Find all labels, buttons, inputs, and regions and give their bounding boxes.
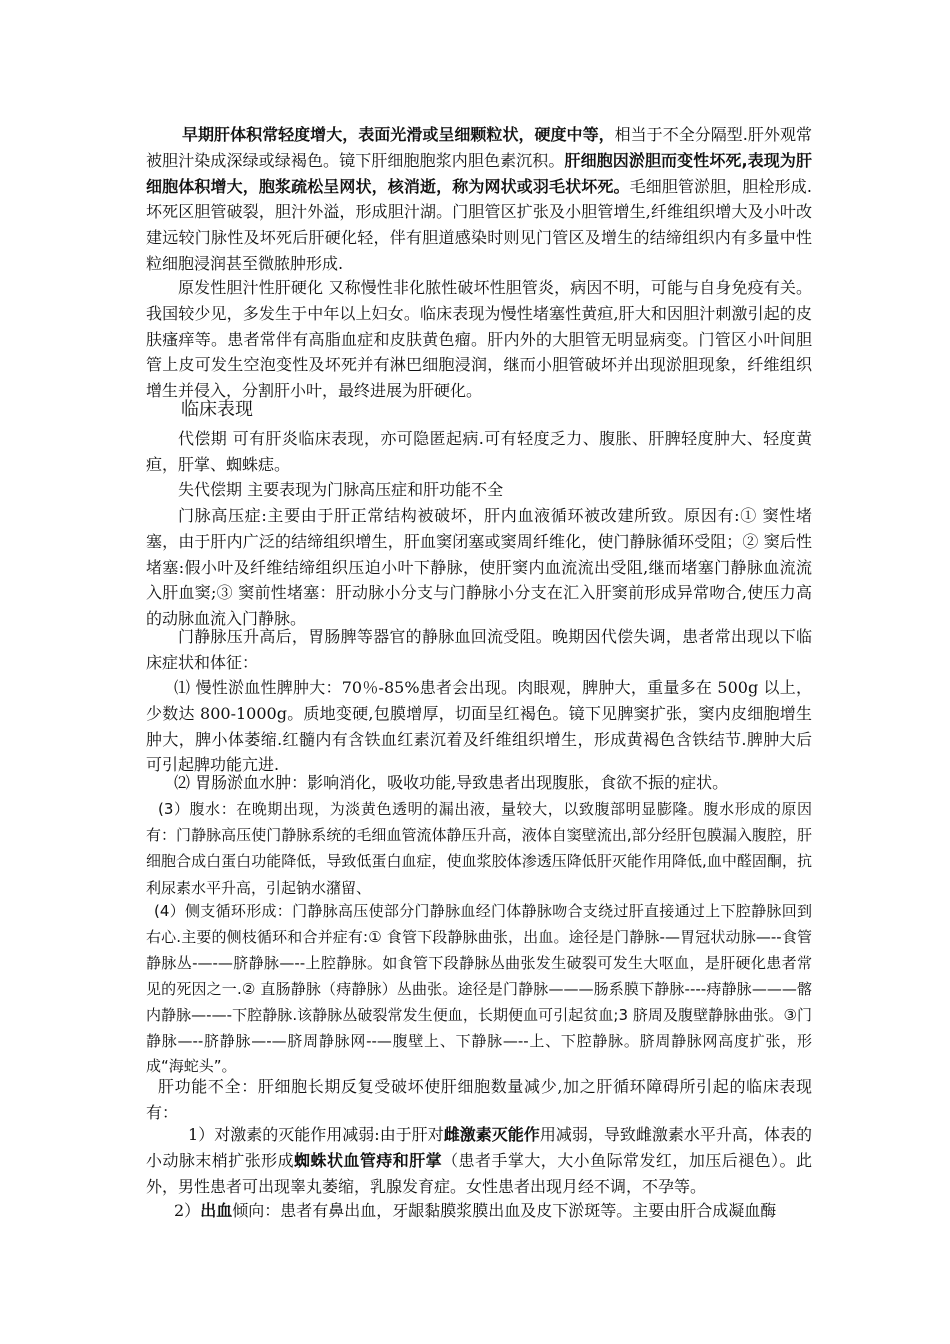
- paragraph-primary-biliary-cirrhosis: 原发性胆汁性肝硬化 又称慢性非化脓性破坏性胆管炎，病因不明，可能与自身免疫有关。我国较少见，多发生于中年以上妇女。临床表现为慢性堵塞性黄疸,肝大和因胆汁刺激引起的皮肤瘙痒等。患者常伴有高脂血症和皮肤黄色瘤。肝内外的大胆管无明显病变。门管区小叶间胆管上皮可发生空泡变性及坏死并有淋巴细胞浸润，继而小胆管破坏并出现淤胆现象，纤维组织增生并侵入，分割肝小叶，最终进展为肝硬化。: [146, 278, 812, 401]
- body-text: 相当于不全分隔型.肝外观常被胆汁染成深绿或绿褐色。镜下肝细胞胞浆内胆色素沉积。: [146, 125, 812, 170]
- bold-text: 雌激素灭能作: [443, 1125, 540, 1144]
- paragraph-splenomegaly: ⑴ 慢性淤血性脾肿大：70％-85%患者会出现。肉眼观，脾肿大，重量多在 500g 以上，少数达 800-1000g。质地变硬,包膜增厚，切面呈红褐色。镜下见脾窦扩张，窦内皮细胞增生肿大，脾小体萎缩.红髓内有含铁血红素沉着及纤维组织增生，形成黄褐色含铁结节.脾肿大后可引起脾功能亢进.: [146, 678, 812, 775]
- body-text: 毛细胆管淤胆，胆栓形成.坏死区胆管破裂，胆汁外溢，形成胆汁湖。门胆管区扩张及小胆管增生,纤维组织增大及小叶改建远较门脉性及坏死后肝硬化轻，伴有胆道感染时则见门管区及增生的结缔组织内有多量中性粒细胞浸润甚至微脓肿形成.: [146, 176, 812, 273]
- paragraph-gi-congestion: ⑵ 胃肠淤血水肿：影响消化，吸收功能,导致患者出现腹胀，食欲不振的症状。: [174, 773, 729, 792]
- paragraph-collateral-circulation: (4）侧支循环形成：门静脉高压使部分门静脉血经门体静脉吻合支绕过肝直接通过上下腔静脉回到右心.主要的侧枝循环和合并症有:① 食管下段静脉曲张，出血。途径是门静脉-—胃冠状动脉—--食管静脉丛-—-—脐静脉—--上腔静脉。如食管下段静脉丛曲张发生破裂可发生大呕血，是肝硬化患者常见的死因之一.② 直肠静脉（痔静脉）丛曲张。途径是门静脉———肠系膜下静脉----痔静脉———髂内静脉—-—-下腔静脉.该静脉丛破裂常发生便血，长期便血可引起贫血;3 脐周及腹壁静脉曲张。③门静脉—--脐静脉—-—脐周静脉网--—腹壁上、下静脉—--上、下腔静脉。脐周静脉网高度扩张，形成“海蛇头”。: [146, 902, 812, 1076]
- body-text: 肝细胞长期反复受破坏使肝细胞数量减少,加之肝循环障碍所引起的临床表现有：: [146, 1077, 812, 1122]
- paragraph-portal-pressure-rise: 门静脉压升高后，胃肠脾等器官的静脉血回流受阻。晚期因代偿失调，患者常出现以下临床症状和体征：: [146, 627, 812, 672]
- label-text: 肝功能不全：: [158, 1077, 258, 1096]
- bold-text: 蜘蛛状血管痔和肝掌: [294, 1150, 443, 1170]
- paragraph-bleeding-tendency: [146, 1198, 812, 1224]
- section-heading-clinical: 临床表现: [181, 399, 253, 420]
- bold-text: 早期肝体积常轻度增大，表面光滑或呈细颗粒状，硬度中等，: [182, 125, 615, 144]
- paragraph-compensated-stage: 代偿期 可有肝炎临床表现，亦可隐匿起病.可有轻度乏力、腹胀、肝脾轻度肿大、轻度黄疸，肝掌、蜘蛛痣。: [146, 429, 812, 474]
- body-text: （患者手掌大，大小鱼际常发红，加压后褪色）。此外，男性患者可出现睾丸萎缩，乳腺发育症。女性患者出现月经不调，不孕等。: [146, 1150, 812, 1196]
- body-text: 倾向：患者有鼻出血，牙龈黏膜浆膜出血及皮下淤斑等。主要由肝合成凝血酶: [232, 1201, 777, 1220]
- body-text: 用减弱，导致雌激素水平升高，体表的小动脉末梢扩张形成: [146, 1125, 812, 1170]
- body-text: 2）: [174, 1201, 201, 1220]
- paragraph-ascites: (3）腹水：在晚期出现，为淡黄色透明的漏出液，量较大，以致腹部明显膨隆。腹水形成的原因有：门静脉高压使门静脉系统的毛细血管流体静压升高，液体自窦壁流出,部分经肝包膜漏入腹腔，肝细胞合成白蛋白功能降低，导致低蛋白血症，使血浆胶体渗透压降低肝灭能作用降低,血中醛固酮，抗利尿素水平升高，引起钠水潴留、: [146, 800, 812, 897]
- body-text: 1）对激素的灭能作用减弱:由于肝对: [188, 1125, 444, 1144]
- paragraph-liver-insufficiency: [146, 1074, 812, 1126]
- bold-text: 肝细胞因淤胆而变性坏死,表现为肝细胞体积增大，胞浆疏松呈网状，核消逝，称为网状或羽毛状坏死。: [146, 150, 812, 196]
- paragraph-biliary-cirrhosis-pathology: [146, 122, 812, 277]
- bold-text: 出血: [200, 1201, 233, 1220]
- paragraph-portal-hypertension: 门脉高压症:主要由于肝正常结构被破坏，肝内血液循环被改建所致。原因有:① 窦性堵塞，由于肝内广泛的结缔组织增生，肝血窦闭塞或窦周纤维化，使门静脉循环受阻；② 窦后性堵塞:假小叶及纤维结缔组织压迫小叶下静脉，使肝窦内血流流出受阻,继而堵塞门静脉血流流入肝血窦;③ 窦前性堵塞：肝动脉小分支与门静脉小分支在汇入肝窦前形成异常吻合,使压力高的动脉血流入门静脉。: [146, 506, 812, 629]
- paragraph-decompensated-stage: 失代偿期 主要表现为门脉高压症和肝功能不全: [178, 480, 504, 499]
- paragraph-hormone-inactivation: [146, 1122, 812, 1199]
